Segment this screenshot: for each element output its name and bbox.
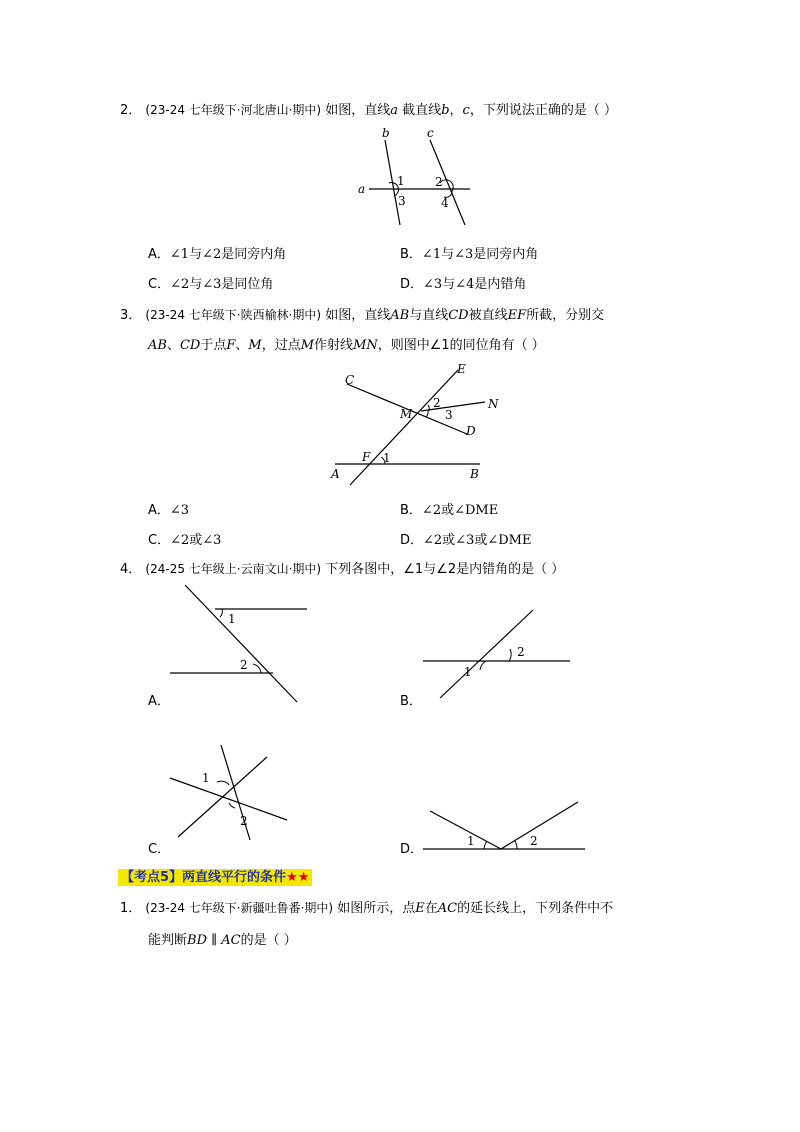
section-5-heading bbox=[118, 866, 312, 885]
q4-figure-a bbox=[160, 585, 320, 710]
q3-label-D: D bbox=[466, 424, 476, 438]
q3-label-F: F bbox=[362, 450, 371, 464]
q3-number: 3． bbox=[120, 308, 142, 323]
q4-figure-c bbox=[165, 745, 295, 840]
q2-angle-1: 1 bbox=[397, 174, 405, 188]
q2-stem: 2． (23-24 七年级下·河北唐山·期中) 如图，直线a 截直线b，c，下列说法正确的是（ ） bbox=[120, 103, 617, 118]
q4c-angle-1: 1 bbox=[202, 771, 210, 785]
q3-option-a[interactable]: A．∠3 bbox=[148, 503, 190, 518]
q3-figure bbox=[325, 360, 510, 485]
q3-stem-line1: 3． (23-24 七年级下·陕西榆林·期中) 如图，直线AB与直线CD被直线EF所截，分别交 bbox=[120, 308, 605, 323]
q4-option-b[interactable]: B． bbox=[400, 694, 422, 709]
q4-stem: 4． (24-25 七年级上·云南文山·期中) 下列各图中，∠1与∠2是内错角的是（ ） bbox=[120, 562, 565, 577]
q5-1-number: 1． bbox=[120, 901, 142, 916]
q3-option-d[interactable]: D．∠2或∠3或∠DME bbox=[400, 533, 532, 548]
q4-source: (24-25 七年级上·云南文山·期中) bbox=[145, 562, 322, 576]
q5-1-stem-line2: 能判断BD ∥ AC的是（ ） bbox=[148, 933, 297, 948]
q3-option-b[interactable]: B．∠2或∠DME bbox=[400, 503, 499, 518]
q4-number: 4． bbox=[120, 562, 142, 577]
q4-figure-d bbox=[420, 800, 590, 855]
q2-figure bbox=[355, 125, 480, 230]
q4-option-a[interactable]: A． bbox=[148, 694, 170, 709]
q3-angle-3: 3 bbox=[445, 408, 453, 422]
q4a-angle-2: 2 bbox=[240, 658, 248, 672]
q2-option-c[interactable]: C．∠2与∠3是同位角 bbox=[148, 277, 274, 292]
q4-option-d[interactable]: D． bbox=[400, 842, 424, 857]
q2-label-c: c bbox=[427, 126, 434, 140]
q2-number: 2． bbox=[120, 103, 142, 118]
q3-label-N: N bbox=[488, 397, 499, 411]
q2-option-d[interactable]: D．∠3与∠4是内错角 bbox=[400, 277, 527, 292]
q3-stem-line2: AB、CD于点F、M，过点M作射线MN，则图中∠1的同位角有（ ） bbox=[148, 338, 545, 353]
q3-angle-1: 1 bbox=[383, 451, 391, 465]
q3-angle-2: 2 bbox=[433, 396, 441, 410]
difficulty-stars: ★★ bbox=[286, 870, 310, 885]
q3-label-E: E bbox=[457, 362, 466, 376]
q4c-angle-2: 2 bbox=[240, 814, 248, 828]
section-5-banner: 【考点5】两直线平行的条件★★ bbox=[118, 869, 312, 886]
q2-label-b: b bbox=[382, 126, 390, 140]
q2-option-b[interactable]: B．∠1与∠3是同旁内角 bbox=[400, 247, 539, 262]
q5-1-stem-line1: 1． (23-24 七年级下·新疆吐鲁番·期中) 如图所示，点E在AC的延长线上，下列条件中不 bbox=[120, 901, 614, 916]
q3-source: (23-24 七年级下·陕西榆林·期中) bbox=[145, 308, 322, 322]
q2-angle-3: 3 bbox=[398, 194, 406, 208]
q3-label-C: C bbox=[345, 373, 355, 387]
q5-1-source: (23-24 七年级下·新疆吐鲁番·期中) bbox=[145, 901, 334, 915]
q3-label-B: B bbox=[470, 467, 479, 481]
q4b-angle-2: 2 bbox=[517, 645, 525, 659]
q3-option-c[interactable]: C．∠2或∠3 bbox=[148, 533, 222, 548]
q2-angle-4: 4 bbox=[441, 196, 449, 210]
q4d-angle-1: 1 bbox=[467, 834, 475, 848]
q4a-angle-1: 1 bbox=[228, 612, 236, 626]
q2-label-a: a bbox=[358, 182, 366, 196]
q4-option-c[interactable]: C． bbox=[148, 842, 171, 857]
q4b-angle-1: 1 bbox=[464, 665, 472, 679]
q2-angle-2: 2 bbox=[435, 175, 443, 189]
q3-label-M: M bbox=[400, 407, 413, 421]
q4d-angle-2: 2 bbox=[530, 834, 538, 848]
q2-option-a[interactable]: A．∠1与∠2是同旁内角 bbox=[148, 247, 287, 262]
q2-source: (23-24 七年级下·河北唐山·期中) bbox=[145, 103, 322, 117]
q4-figure-b bbox=[420, 605, 580, 700]
q3-label-A: A bbox=[331, 467, 340, 481]
